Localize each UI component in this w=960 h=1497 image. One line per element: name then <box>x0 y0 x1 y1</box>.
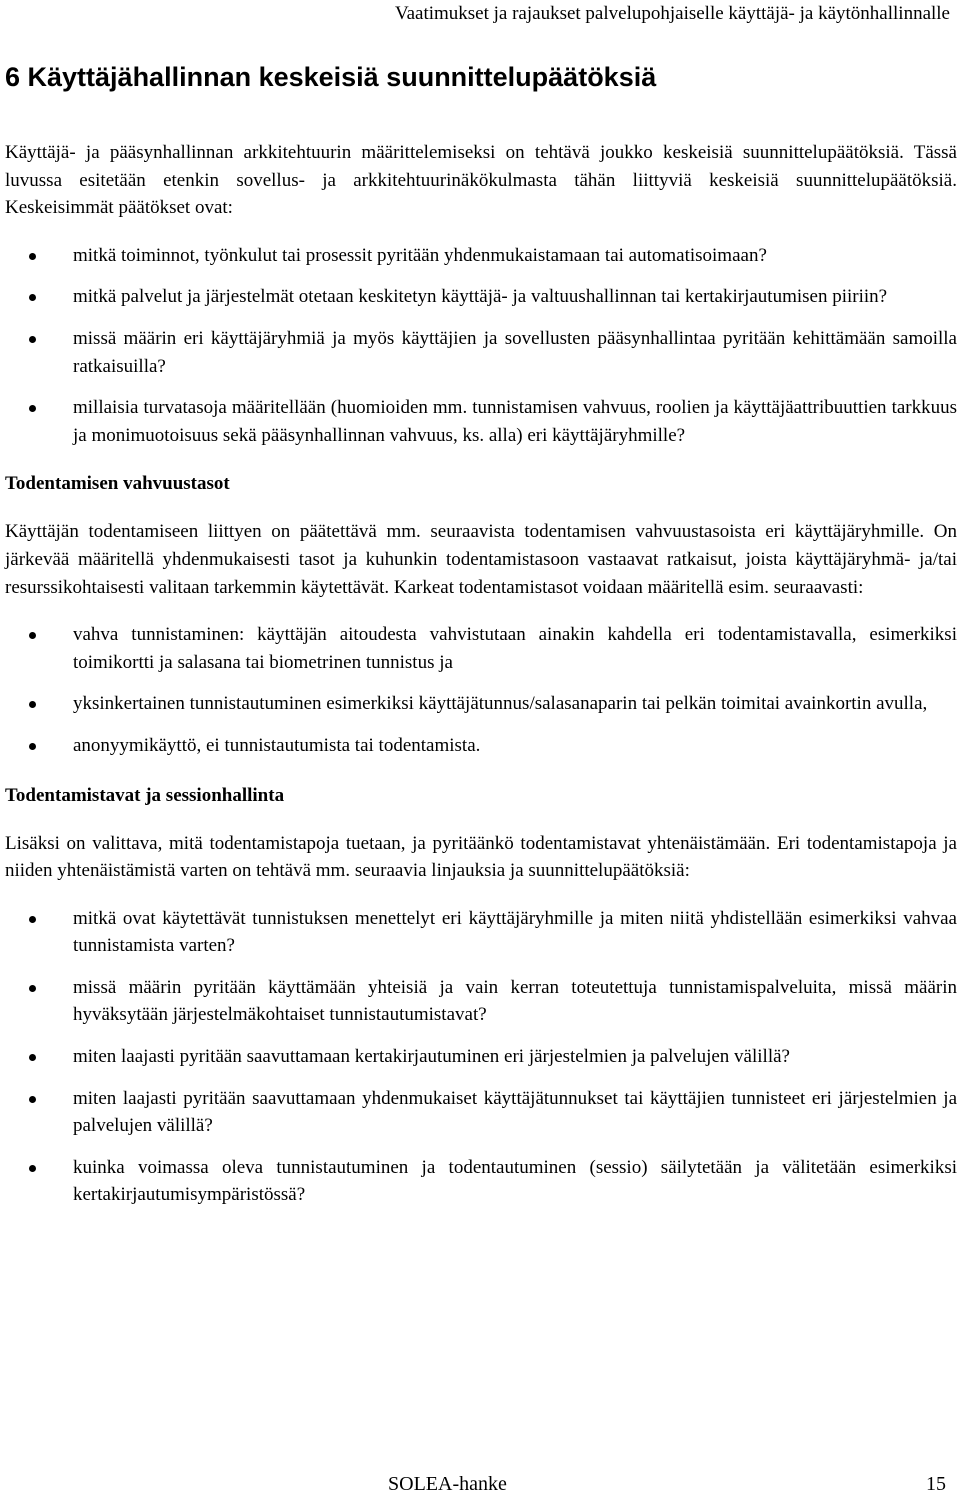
list-item: miten laajasti pyritään saavuttamaan yhdenmukaiset käyttäjätunnukset tai käyttäjien tunnisteet eri järjestelmien ja palvelujen välillä? <box>5 1085 957 1140</box>
list-item: miten laajasti pyritään saavuttamaan kertakirjautuminen eri järjestelmien ja palvelujen välillä? <box>5 1043 957 1071</box>
subsection-text-authentication-methods: Lisäksi on valittava, mitä todentamistapoja tuetaan, ja pyritäänkö todentamistavat yhtenäistämään. Eri todentamistapoja ja niiden yhtenäistämistä varten on tehtävä mm. seuraavia linjauksia ja suunnittelupäätöksiä: <box>5 832 957 882</box>
bullet-icon <box>29 1165 36 1172</box>
list-item: vahva tunnistaminen: käyttäjän aitoudesta vahvistutaan ainakin kahdella eri todentamistavalla, esimerkiksi toimikortti ja salasana tai biometrinen tunnistus ja <box>5 621 957 676</box>
bullet-icon <box>29 253 36 260</box>
bullet-icon <box>29 294 36 301</box>
list-item: anonyymikäyttö, ei tunnistautumista tai todentamista. <box>5 732 957 760</box>
bullet-icon <box>29 743 36 750</box>
bullet-icon <box>29 1096 36 1103</box>
page-content <box>5 60 957 1209</box>
footer-project-name: SOLEA-hanke <box>388 1473 507 1495</box>
key-decisions-list <box>5 242 957 450</box>
subsection-heading-authentication-methods: Todentamistavat ja sessionhallinta <box>5 784 285 806</box>
bullet-icon <box>29 336 36 343</box>
subsection-text-authentication-levels: Käyttäjän todentamiseen liittyen on päätettävä mm. seuraavista todentamisen vahvuustasoista eri käyttäjäryhmille. On järkevää määritellä yhdenmukaisesti tasot ja kuhunkin todentamistasoon vastaavat ratkaisut, joista käyttäjäryhmä- ja/tai resurssikohtaisesti valitaan tarkemmin käytettävät. Karkeat todentamistasot voidaan määritellä esim. seuraavasti: <box>5 521 957 598</box>
bullet-icon <box>29 1054 36 1061</box>
list-item: yksinkertainen tunnistautuminen esimerkiksi käyttäjätunnus/salasanaparin tai pelkän toimitai avainkortin avulla, <box>5 690 957 718</box>
authentication-levels-list <box>5 621 957 759</box>
bullet-icon <box>29 405 36 412</box>
list-item: mitkä toiminnot, työnkulut tai prosessit pyritään yhdenmukaistamaan tai automatisoimaan? <box>5 242 957 270</box>
authentication-methods-list <box>5 905 957 1209</box>
list-item: missä määrin pyritään käyttämään yhteisiä ja vain kerran toteutettuja tunnistamispalveluita, missä määrin hyväksytään järjestelmäkohtaiset tunnistautumistavat? <box>5 974 957 1029</box>
list-item: mitkä ovat käytettävät tunnistuksen menettelyt eri käyttäjäryhmille ja miten niitä yhdistellään esimerkiksi vahvaa tunnistamista varten? <box>5 905 957 960</box>
list-item: mitkä palvelut ja järjestelmät otetaan keskitetyn käyttäjä- ja valtuushallinnan tai kertakirjautumisen piiriin? <box>5 283 957 311</box>
section-title: 6 Käyttäjähallinnan keskeisiä suunnittelupäätöksiä <box>5 62 657 92</box>
list-item: millaisia turvatasoja määritellään (huomioiden mm. tunnistamisen vahvuus, roolien ja käyttäjäattribuuttien tarkkuus ja monimuotoisuus sekä pääsynhallinnan vahvuus, ks. alla) eri käyttäjäryhmille? <box>5 394 957 449</box>
bullet-icon <box>29 916 36 923</box>
bullet-icon <box>29 985 36 992</box>
running-header: Vaatimukset ja rajaukset palvelupohjaiselle käyttäjä- ja käytönhallinnalle <box>394 3 950 24</box>
list-item: missä määrin eri käyttäjäryhmiä ja myös käyttäjien ja sovellusten pääsynhallintaa pyritään kehittämään samoilla ratkaisuilla? <box>5 325 957 380</box>
bullet-icon <box>29 632 36 639</box>
section-intro: Käyttäjä- ja pääsynhallinnan arkkitehtuurin määrittelemiseksi on tehtävä joukko keskeisiä suunnittelupäätöksiä. Tässä luvussa esitetään etenkin sovellus- ja arkkitehtuurinäkökulmasta tähän liittyviä keskeisiä suunnittelupäätöksiä. Keskeisimmät päätökset ovat: <box>5 142 957 219</box>
footer-page-number: 15 <box>926 1473 946 1495</box>
list-item: kuinka voimassa oleva tunnistautuminen ja todentautuminen (sessio) säilytetään ja välitetään esimerkiksi kertakirjautumisympäristössä? <box>5 1154 957 1209</box>
bullet-icon <box>29 701 36 708</box>
subsection-heading-authentication-levels: Todentamisen vahvuustasot <box>5 473 230 495</box>
